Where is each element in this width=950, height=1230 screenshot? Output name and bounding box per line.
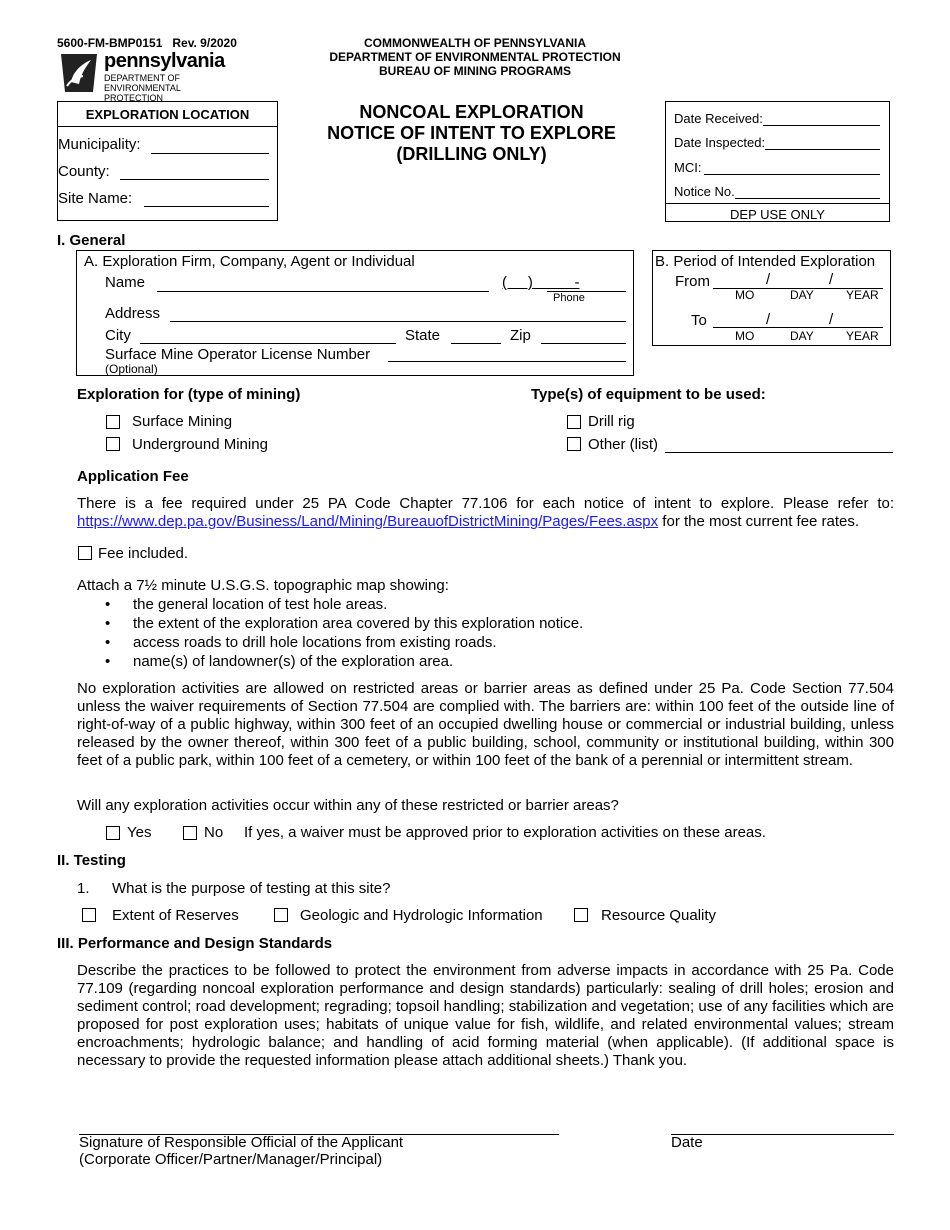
map-intro: Attach a 7½ minute U.S.G.S. topographic map showing: — [77, 577, 449, 594]
from-day: DAY — [790, 288, 814, 302]
surface-mining-checkbox[interactable] — [106, 415, 120, 429]
zip-field[interactable] — [541, 343, 626, 344]
geologic-hydrologic-label: Geologic and Hydrologic Information — [300, 907, 543, 924]
to-day: DAY — [790, 329, 814, 343]
restricted-no-label: No — [204, 824, 224, 841]
dep-use-box — [665, 101, 890, 222]
extent-of-reserves-label: Extent of Reserves — [112, 907, 239, 924]
name-label: Name — [105, 274, 146, 291]
to-date-field[interactable] — [713, 327, 883, 328]
equipment-heading: Type(s) of equipment to be used: — [531, 386, 766, 403]
state-label: State — [405, 327, 441, 344]
title-line2: NOTICE OF INTENT TO EXPLORE — [327, 123, 616, 143]
fee-text-after: for the most current fee rates. — [658, 513, 860, 530]
form-number: 5600-FM-BMP0151 — [57, 36, 163, 50]
optional-label: (Optional) — [105, 362, 158, 376]
date-label: Date — [671, 1134, 703, 1151]
exploration-location-heading: EXPLORATION LOCATION — [58, 102, 277, 127]
from-year: YEAR — [846, 288, 879, 302]
restricted-areas-paragraph: No exploration activities are allowed on restricted areas or barrier areas as defined under 25 Pa. Code Section 77.504 unless the waiver requirements of Section 77.504 are complied with. The barriers are: within 100 feet of the outside line of right-of-way of a public highway, within 300 feet of an occupied dwelling house or commercial or industrial building, unless released by the owner thereof, within 300 feet of a public building, school, community or institutional building, within 300 feet of a public park, within 100 feet of a cemetery, or within 100 feet of the bank of a perennial or intermittent stream. — [77, 680, 894, 769]
date-received-label: Date Received: — [674, 111, 763, 126]
to-year: YEAR — [846, 329, 879, 343]
date-received-field[interactable] — [763, 125, 880, 126]
from-slash-2: / — [829, 271, 834, 288]
other-equipment-label: Other (list) — [588, 436, 659, 453]
underground-mining-checkbox[interactable] — [106, 437, 120, 451]
keystone-icon — [57, 52, 101, 94]
address-label: Address — [105, 305, 161, 322]
logo-subtitle — [104, 73, 257, 103]
list-item: • name(s) of landowner(s) of the exploration area. — [77, 652, 877, 671]
testing-question: What is the purpose of testing at this site? — [112, 880, 391, 897]
license-field[interactable] — [388, 361, 626, 362]
resource-quality-label: Resource Quality — [601, 907, 717, 924]
fee-included-label: Fee included. — [98, 545, 189, 562]
mci-field[interactable] — [704, 174, 880, 175]
waiver-note: If yes, a waiver must be approved prior to exploration activities on these areas. — [244, 824, 766, 841]
signature-label-line2: (Corporate Officer/Partner/Manager/Principal) — [79, 1151, 383, 1168]
name-field[interactable] — [157, 291, 489, 292]
drill-rig-label: Drill rig — [588, 413, 635, 430]
fee-url-link[interactable]: https://www.dep.pa.gov/Business/Land/Mining/BureauofDistrictMining/Pages/Fees.aspx — [77, 513, 659, 530]
municipality-label: Municipality: — [58, 136, 141, 153]
notice-no-label: Notice No. — [674, 184, 735, 199]
fee-included-checkbox[interactable] — [78, 546, 92, 560]
mci-label: MCI: — [674, 160, 702, 175]
surface-mining-label: Surface Mining — [132, 413, 233, 430]
geologic-hydrologic-checkbox[interactable] — [274, 908, 288, 922]
dep-use-only-label: DEP USE ONLY — [666, 203, 889, 223]
form-id — [57, 36, 237, 50]
map-requirements-list — [77, 595, 877, 671]
title-line3: (DRILLING ONLY) — [396, 144, 547, 164]
restricted-yes-checkbox[interactable] — [106, 826, 120, 840]
notice-no-field[interactable] — [735, 198, 880, 199]
logo-sub-line2: PROTECTION — [104, 93, 164, 103]
county-label: County: — [58, 163, 110, 180]
section1-heading: I. General — [57, 232, 126, 249]
applicant-title: A. Exploration Firm, Company, Agent or Individual — [84, 253, 415, 270]
date-inspected-field[interactable] — [765, 149, 880, 150]
list-item: • access roads to drill hole locations from existing roads. — [77, 633, 877, 652]
signature-label-line1: Signature of Responsible Official of the Applicant — [79, 1134, 404, 1151]
section2-heading: II. Testing — [57, 852, 126, 869]
pa-logo — [57, 50, 257, 103]
agency-line3: BUREAU OF MINING PROGRAMS — [379, 64, 571, 78]
from-slash-1: / — [766, 271, 771, 288]
resource-quality-checkbox[interactable] — [574, 908, 588, 922]
municipality-field[interactable] — [151, 153, 269, 154]
fee-text: There is a fee required under 25 PA Code Chapter 77.106 for each notice of intent to explore. Please refer to: — [77, 495, 894, 512]
other-equipment-field[interactable] — [665, 452, 893, 453]
other-equipment-checkbox[interactable] — [567, 437, 581, 451]
list-item: • the general location of test hole areas. — [77, 595, 877, 614]
mining-type-heading: Exploration for (type of mining) — [77, 386, 301, 403]
agency-line2: DEPARTMENT OF ENVIRONMENTAL PROTECTION — [329, 50, 621, 64]
underground-mining-label: Underground Mining — [132, 436, 268, 453]
license-label: Surface Mine Operator License Number — [105, 346, 371, 363]
form-revision: Rev. 9/2020 — [172, 36, 237, 50]
date-inspected-label: Date Inspected: — [674, 135, 766, 150]
to-mo: MO — [735, 329, 755, 343]
fee-url-line — [77, 513, 894, 531]
restricted-no-checkbox[interactable] — [183, 826, 197, 840]
agency-block — [300, 36, 650, 78]
exploration-location-box — [57, 101, 278, 221]
applicant-box — [76, 250, 634, 376]
extent-of-reserves-checkbox[interactable] — [82, 908, 96, 922]
zip-label: Zip — [510, 327, 531, 344]
testing-question-number: 1. — [77, 880, 90, 897]
county-field[interactable] — [120, 179, 269, 180]
from-mo: MO — [735, 288, 755, 302]
section3-heading: III. Performance and Design Standards — [57, 935, 333, 952]
date-signed-field[interactable] — [671, 1134, 894, 1135]
drill-rig-checkbox[interactable] — [567, 415, 581, 429]
restricted-yes-label: Yes — [127, 824, 152, 841]
to-slash-1: / — [766, 311, 771, 328]
signature-label — [79, 1134, 403, 1168]
period-box — [652, 250, 891, 346]
city-label: City — [105, 327, 131, 344]
city-field[interactable] — [140, 343, 396, 344]
site-name-label: Site Name: — [58, 190, 133, 207]
logo-wordmark: pennsylvania — [104, 50, 225, 72]
from-label: From — [675, 273, 710, 290]
performance-standards-paragraph: Describe the practices to be followed to protect the environment from adverse impacts in accordance with 25 Pa. Code 77.109 (regarding noncoal exploration performance and design standards) particularly: sealing of drill holes; erosion and sediment control; road development; regrading; topsoil handling; stabilization and vegetation; use of any facilities which are proposed for post exploration uses; habitats of unique value for fish, wildlife, and related environmental values; stream encroachments; hydrologic balance; and handling of acid forming material (when applicable). (If additional space is necessary to provide the requested information please attach additional sheets.) Thank you. — [77, 962, 894, 1069]
state-field[interactable] — [451, 343, 501, 344]
phone-label: Phone — [553, 292, 585, 304]
to-slash-2: / — [829, 311, 834, 328]
title-line1: NONCOAL EXPLORATION — [359, 102, 584, 122]
site-name-field[interactable] — [144, 206, 269, 207]
logo-sub-line1: DEPARTMENT OF ENVIRONMENTAL — [104, 73, 181, 93]
phone-area: ( ) - — [502, 274, 580, 291]
form-title — [300, 102, 643, 165]
restricted-question: Will any exploration activities occur within any of these restricted or barrier areas? — [77, 797, 619, 814]
agency-line1: COMMONWEALTH OF PENNSYLVANIA — [364, 36, 586, 50]
list-item: • the extent of the exploration area covered by this exploration notice. — [77, 614, 877, 633]
period-title: B. Period of Intended Exploration — [655, 253, 876, 270]
to-label: To — [691, 312, 707, 329]
address-field[interactable] — [170, 321, 626, 322]
application-fee-heading: Application Fee — [77, 468, 189, 485]
